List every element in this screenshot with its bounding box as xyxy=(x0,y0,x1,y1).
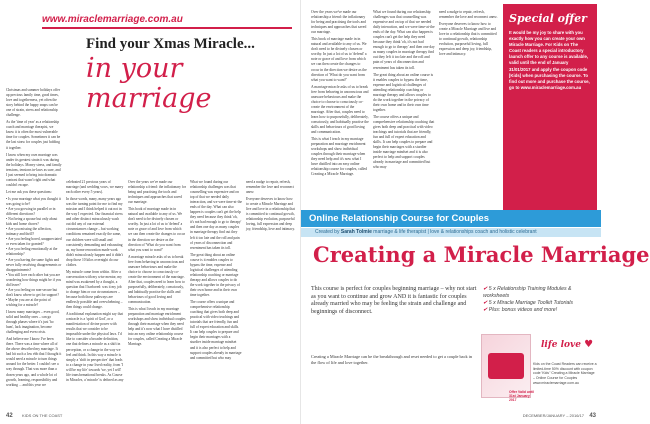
paragraph: Over the years we've made our relationship a friend: the inflationary for being and practising the tools and techniques and approaches that saved our marriage. xyxy=(311,10,367,35)
right-page xyxy=(300,0,650,424)
special-offer-box xyxy=(503,4,597,210)
header-rule xyxy=(42,27,292,29)
paragraph: A marriage miracle asks of us to break free from behaving in unconscious and unaware behaviours and make the choice to choose to consciously co-create the environment of the marriage. After that, couples need to learn how to purposefully, deliberately, consciously, and habitually practise the skills and behaviours of good loving and communication. xyxy=(128,254,185,305)
course-description: This course is perfect for couples beginning marriage – why not start as you want to continue and grow AND it is fantastic for couples already married who may be feeling the strain and challenge and beginnings of disconnect. xyxy=(311,286,477,315)
list-item: • Maybe you are at the point of wishing for a miracle? xyxy=(6,298,62,308)
list-item: • Are you having the same fights and never fully resolving disagreements or disappointments? xyxy=(6,258,62,273)
course-title: Creating a Miracle Marriage xyxy=(313,242,650,267)
created-by-strip xyxy=(301,228,601,237)
article-column-7 xyxy=(373,10,435,206)
left-page xyxy=(0,0,300,424)
paragraph: What we found during our relationship challenges was that counselling was expensive and on top of that we needed daily interaction, and we were time-at-the ends of the day. What can also happen is couples can't get the help they need because they think 'oh, it's not bad enough to go to therapy' and then one day as many couples in marriage therapy find out they left it too late and the roll and pain of years of disconnection and resentment has taken its toll. xyxy=(373,10,435,70)
paragraph: The course offers a unique and comprehensive relationship coaching that gives both deep and practical with video teachings and tutorials that are friendly, fun and full of expert education and skills. It can help couples to prepare and begin their marriages with a sturdier inside marriage mindset and it is also perfect to help and support couples already in marriage and committed but who may xyxy=(190,300,242,360)
article-column-2 xyxy=(66,180,124,410)
headline-in-your-marriage: in your marriage xyxy=(86,53,212,114)
paragraph: The course offers a unique and comprehensive relationship coaching that gives both deep and practical with video teachings and tutorials that are friendly, fun and full of expert education and skills. It can help couples to prepare and begin their marriages with a sturdier inside marriage mindset and it is also perfect to help and support couples already in marriage and committed but who may xyxy=(373,114,435,170)
page-number: 42 xyxy=(6,413,13,419)
article-column-8 xyxy=(439,10,499,206)
paragraph: need a nudge to repair, refresh, remember the love and reconnect anew. xyxy=(246,180,294,195)
paragraph: need a nudge to repair, refresh, remember the love and reconnect anew. xyxy=(439,10,498,20)
paragraph: celebrated 21 precious years of marriage (and wedding vows, we marry each other every 5 years). xyxy=(66,180,124,195)
headline-find-xmas-miracle: Find your Xmas Miracle... xyxy=(86,36,255,52)
paragraph: This book of marriage made in in natural and available to any of us. We don't need to be divinely chosen or worthy. In just a lot of us to 'defend' a note or grace of and love from which we can then create the changes to occur in the direction we desire as the direction of 'What do you want from what you want to want?' xyxy=(128,207,185,252)
feature-item: ✔ 5 x Miracle Marriage Toolkit Tutorials xyxy=(483,300,573,306)
paragraph: Over the years we've made our relationship a friend: the inflationary for being and practising the tools and techniques and approaches that saved our marriage. xyxy=(128,180,186,205)
paragraph: Everyone deserves to know how to create a Miracle Marriage and live and love in a relationship that is committed to continual growth, relationship evolution, purposeful loving, full expression and deep joy, friendship, love and intimacy. xyxy=(246,197,295,232)
paragraph: My miracle came from within. After a conversation with my wise mentor, my mind was awakened by a thought, a question that I harbored: was it my job to change him or our circumstances – because both those pathways are endlessly possible and overwhelming – then things could change. xyxy=(66,269,123,310)
feature-item: ✔ 5 x Relationship Training Modules & worksheets xyxy=(483,286,572,299)
list-item: • Are you feeling on non-secure but don't know where to get for support? xyxy=(6,288,62,298)
paragraph: A traditional explanation might say that a miracle is a 'spirit of God', or a manifestation of divine power with results that we consider to be impossible under the physical laws. I'd like to consider a broader definition, one that defines a miracle as a shift in perception, or a change in the way we feel and think. In this way a miracle is simply a 'shift in perspective' that leads to a change in your lived reality, from 'I will be my life' towards 'we, yet I will' life transformational breaks. As Course in Miracles, a 'miracle' is defined as any xyxy=(66,312,124,382)
heart-icon: ♥ xyxy=(584,339,594,350)
paragraph: This is what I teach in my marriage preparation and marriage enrichment workshops and show individual couples through their marriage when they need help and it's now what I have distilled into an easy online relationship course for couples, called Creating a Miracle Marriage. xyxy=(311,137,368,177)
question-list xyxy=(6,197,62,308)
page-number: 43 xyxy=(589,413,596,419)
paragraph: Let me ask you these questions: xyxy=(6,189,52,194)
paragraph: This book of marriage made in in natural and available to any of us. We don't need to be divinely chosen or worthy. In just a lot of us to 'defend' a note or grace of and love from which we can then create the changes to occur in the direction we desire as the direction of 'What do you want from what you want to want?' xyxy=(311,37,367,82)
website-url[interactable]: www.miraclemarriage.com.au xyxy=(42,14,183,25)
footer-date: DECEMBER/JANUARY – 2016/17 xyxy=(522,413,584,418)
paragraph: As the 'time of year' as a relationship coach and marriage therapist, we know it is often the most vulnerable time for couples. Sometimes it can be the last straw for couples just holding it together. xyxy=(6,120,61,150)
footer-publication: KIDS ON THE COAST xyxy=(22,413,63,418)
course-features xyxy=(483,286,598,314)
paragraph: Christmas and summer holidays offer up precious family time, good times, love and togetherness, yet often the story behind the happy snaps can be one of strain, stress and relationship challenge. xyxy=(6,88,61,118)
special-offer-body: It would be my joy to share with you exactly how you can create your own Miracle Marriage. For Kids on The Coast readers a special introductory launch offer to any course is available, valid until the end of January 31/01/2017 and apply the coupon code [Kids] when purchasing the course. To find out more and purchase the course, go to www.miraclemarriage.com.au xyxy=(509,30,590,90)
course-banner: Online Relationship Course for Couples xyxy=(301,210,601,227)
course-description-2: Creating a Miracle Marriage can be the breakthrough and reset needed to get a couple back in the flow of life and love together. xyxy=(311,354,473,365)
special-offer-title: Special offer xyxy=(509,12,587,25)
promo-text: Kids on the Coast Readers can receive a limited-time 50% discount with coupon code 'Kids' 'Creating a Miracle Marriage – Online Course for Couples www.miraclemarriage.com.au xyxy=(533,362,597,385)
paragraph: This is what I teach in my marriage preparation and marriage enrichment workshops and show individual couples through their marriage when they need help and it's now what I have distilled into an easy online relationship course for couples, called Creating a Miracle Marriage. xyxy=(128,307,186,347)
paragraph: In those words, many, many years ago was the turning point for me to find my mission and I think helped it out not in the way I expected. Our financial stress and other distinct miraculously wash out did any of our external circumstances change – but working conditions remained exactly the same, our children were still small and consistently demanding and exhausting us, my home renovation made work didn't miraculously happen and it didn't drop those 10 kilos overnight do our clothes. xyxy=(66,197,123,267)
paragraph: I know when my own marriage was under its greatest strain it was during the holidays. Money stress, and family tensions, tensions in-laws as sure, and I just seemed to bring into dramatic contrast that wasn't right and what couldn't escape. xyxy=(6,152,62,187)
course-mockup-image xyxy=(481,334,531,398)
author-credentials: marriage & life therapist | love & relationships coach and holistic celebrant xyxy=(373,229,537,235)
list-item: • Are you feeling bored, unappreciated or even taken for granted? xyxy=(6,237,62,247)
promo-box xyxy=(481,332,599,406)
article-column-6 xyxy=(311,10,369,206)
list-item: • Not being a spouse but only about kids and home chores? xyxy=(6,217,62,227)
paragraph: The great thing about an online course is it enables couples to bypass the time, expense and logistical challenges of attending relationship coaching or marriage therapy and allows couples to do the work together in the privacy of their own home and in their own time together. xyxy=(373,72,434,112)
paragraph: What we found during our relationship challenges was that counselling was expensive and on top of that we needed daily interaction, and we were time-at-the ends of the day. What can also happen is couples can't get the help they need because they think 'oh, it's not bad enough to go to therapy' and then one day as many couples in marriage therapy find out they left it too late and the roll and pain of years of disconnection and resentment has taken its toll. xyxy=(190,180,242,250)
article-column-5 xyxy=(246,180,296,410)
article-column-4 xyxy=(190,180,242,410)
paragraph: A marriage miracle asks of us to break free from behaving in unconscious and unaware behaviours and make the choice to choose to consciously co-create the environment of the marriage. After that, couples need to learn how to purposefully, deliberately, consciously, and habitually practise the skills and behaviours of good loving and communication. xyxy=(311,84,369,135)
feature-item: ✔ Plus: bonus videos and more! xyxy=(483,307,558,313)
list-item: • You still love each other but you are wondering how things might be if you did leave? xyxy=(6,273,62,288)
article-column-1 xyxy=(6,88,62,408)
list-item: • Is your marriage what you thought it was going to be? xyxy=(6,197,62,207)
paragraph: The great thing about an online course is it enables couples to bypass the time, expense and logistical challenges of attending relationship coaching or marriage therapy and allows couples to do the work together in the privacy of their own home and in their own time together. xyxy=(190,252,240,298)
paragraph: Everyone deserves to know how to create a Miracle Marriage and live and love in a relationship that is committed to continual growth, relationship evolution, purposeful loving, full expression and deep joy, friendship, love and intimacy. xyxy=(439,22,497,57)
author-name: Sarah Tolmie xyxy=(340,229,372,235)
paragraph: And believe me I know I've been there. There was a time where all of the above described my marriage. It had hit such a low ebb that I thought it would need a miracle to turn things around for the better. I couldn't see a way through. That was more than a dozen years ago, and a whole lot of growth, learning, responsibility and working ... and this year we xyxy=(6,337,62,387)
list-item: • Are you growing in parallel or in different directions? xyxy=(6,207,62,217)
article-column-3 xyxy=(128,180,186,410)
life-love-logo: life love ♥ xyxy=(541,339,594,350)
offer-validity: Offer Valid until 31st January 2017 xyxy=(509,390,535,402)
list-item: • Are you missing the affection, intimacy and thrill? xyxy=(6,227,62,237)
list-item: • Are you feeling emotionally at the relationship? xyxy=(6,247,62,257)
created-by-label: Created by xyxy=(315,229,340,235)
paragraph: I know many marriages – even good, solid and healthy ones – can go through phases where it's just 'ho hum', lack imagination, become challenging and even crisis. xyxy=(6,309,60,335)
